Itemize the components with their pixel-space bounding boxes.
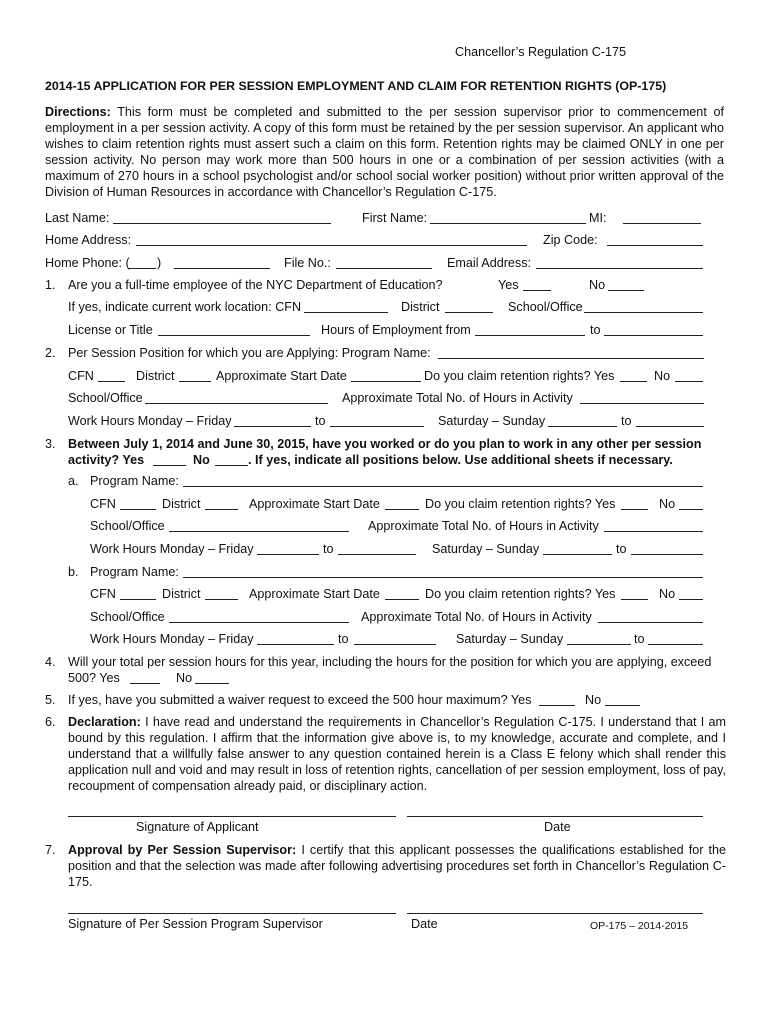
q3b-weekday-label: Work Hours Monday – Friday — [90, 632, 254, 646]
last-name-field[interactable] — [113, 210, 331, 224]
directions — [45, 104, 724, 200]
q3a-letter: a. — [68, 474, 79, 488]
q3b-claim-no-field[interactable] — [679, 586, 703, 600]
q6-number: 6. — [45, 715, 56, 729]
q3a-weekend-from-field[interactable] — [543, 541, 612, 555]
q2-text: Per Session Position for which you are Applying: Program Name: — [68, 346, 431, 360]
q3b-weekend-from-field[interactable] — [567, 631, 631, 645]
q3a-program-label: Program Name: — [90, 474, 179, 488]
q1-number: 1. — [45, 278, 56, 292]
q3b-weekday-from-field[interactable] — [257, 631, 334, 645]
q3a-weekend-to-field[interactable] — [631, 541, 703, 555]
q3a-weekday-label: Work Hours Monday – Friday — [90, 542, 254, 556]
q3b-district-field[interactable] — [205, 586, 238, 600]
q5-no-label: No — [585, 693, 602, 707]
q2-weekday-to-label: to — [315, 414, 326, 428]
q3-no-field[interactable] — [215, 452, 248, 466]
email-field[interactable] — [536, 255, 703, 269]
q3b-start-label: Approximate Start Date — [249, 587, 380, 601]
q1-to-label: to — [590, 323, 601, 337]
q2-weekday-to-field[interactable] — [330, 413, 424, 427]
q3a-claim-yes-field[interactable] — [621, 496, 648, 510]
q3-line2c: . If yes, indicate all positions below. Use additional sheets if necessary. — [248, 453, 673, 467]
q3b-weekend-label: Saturday – Sunday — [456, 632, 564, 646]
directions-label: Directions: — [45, 105, 111, 119]
first-name-label: First Name: — [362, 211, 428, 225]
directions-text: This form must be completed and submitted to the per session supervisor prior to commencement of employment in a per session activity. A copy of this form must be retained by the per session supervisor. An applicant who wishes to claim retention rights must assert such a claim on this form. Retention rights may be claimed ONLY in one per session activity. No person may work more than 500 hours in one or a combination of per session activities (with a maximum of 270 hours in a school psychologist and/or school social worker position) without prior written approval of the Division of Human Resources in accordance with Chancellor’s Regulation C-175. — [45, 105, 724, 199]
home-phone-label: Home Phone: ( — [45, 256, 130, 270]
q4-line2b: No — [176, 671, 193, 685]
q1-no-label: No — [589, 278, 606, 292]
q2-no-label: No — [654, 369, 671, 383]
form-code: OP-175 – 2014-2015 — [590, 920, 689, 932]
q1-license-label: License or Title — [68, 323, 153, 337]
q3a-school-label: School/Office — [90, 519, 165, 533]
q3b-total-label: Approximate Total No. of Hours in Activity — [361, 610, 592, 624]
file-no-label: File No.: — [284, 256, 331, 270]
home-address-field[interactable] — [136, 232, 527, 246]
q5-number: 5. — [45, 693, 56, 707]
q3a-weekday-to-label: to — [323, 542, 334, 556]
q6-declaration — [68, 714, 726, 794]
q2-start-field[interactable] — [351, 368, 421, 382]
q3a-weekend-to-label: to — [616, 542, 627, 556]
q3b-school-field[interactable] — [169, 609, 349, 623]
q2-total-field[interactable] — [580, 390, 704, 404]
home-phone-field[interactable] — [174, 255, 270, 269]
supervisor-signature-line[interactable] — [68, 913, 396, 914]
q7-label: Approval by Per Session Supervisor: — [68, 843, 297, 857]
q1-district-field[interactable] — [445, 299, 493, 313]
q3a-start-label: Approximate Start Date — [249, 497, 380, 511]
supervisor-date-line[interactable] — [407, 913, 703, 914]
file-no-field[interactable] — [336, 255, 432, 269]
q2-claim-yes-field[interactable] — [620, 368, 647, 382]
q3b-total-field[interactable] — [598, 609, 703, 623]
q4-no-field[interactable] — [195, 670, 229, 684]
first-name-field[interactable] — [430, 210, 586, 224]
supervisor-signature-label: Signature of Per Session Program Supervisor — [68, 917, 323, 931]
q3a-cfn-label: CFN — [90, 497, 116, 511]
last-name-label: Last Name: — [45, 211, 110, 225]
q3b-claim-label: Do you claim retention rights? Yes — [425, 587, 616, 601]
q3a-district-label: District — [162, 497, 201, 511]
applicant-signature-line[interactable] — [68, 816, 396, 817]
q2-start-label: Approximate Start Date — [216, 369, 347, 383]
q4-line2a: 500? Yes — [68, 671, 120, 685]
supervisor-date-label: Date — [411, 917, 438, 931]
q1-no-field[interactable] — [608, 277, 644, 291]
q3b-no-label: No — [659, 587, 676, 601]
q2-claim-no-field[interactable] — [675, 368, 703, 382]
zip-code-label: Zip Code: — [543, 233, 598, 247]
q3b-program-field[interactable] — [183, 564, 703, 578]
q1-license-field[interactable] — [158, 322, 310, 336]
q4-number: 4. — [45, 655, 56, 669]
q2-claim-label: Do you claim retention rights? Yes — [424, 369, 615, 383]
q3a-district-field[interactable] — [205, 496, 238, 510]
q5-text: If yes, have you submitted a waiver request to exceed the 500 hour maximum? Yes — [68, 693, 532, 707]
q3b-district-label: District — [162, 587, 201, 601]
q3b-weekday-to-field[interactable] — [354, 631, 436, 645]
home-phone-paren: ) — [157, 256, 162, 270]
q3b-cfn-field[interactable] — [120, 586, 156, 600]
q3a-program-field[interactable] — [183, 473, 703, 487]
q3-line2b: No — [193, 453, 210, 467]
q1-text: Are you a full-time employee of the NYC Department of Education? — [68, 278, 443, 292]
form-title: 2014-15 APPLICATION FOR PER SESSION EMPLOYMENT AND CLAIM FOR RETENTION RIGHTS (OP-175) — [45, 79, 667, 93]
applicant-date-label: Date — [544, 820, 571, 834]
q3a-total-field[interactable] — [604, 518, 703, 532]
q2-cfn-label: CFN — [68, 369, 94, 383]
q2-school-field[interactable] — [145, 390, 328, 404]
q1-hours-to-field[interactable] — [604, 322, 703, 336]
q3a-claim-no-field[interactable] — [679, 496, 703, 510]
q3-number: 3. — [45, 437, 56, 451]
q3b-letter: b. — [68, 565, 79, 579]
q2-total-label: Approximate Total No. of Hours in Activity — [342, 391, 573, 405]
q3b-weekend-to-label: to — [634, 632, 645, 646]
q1-location-label: If yes, indicate current work location: CFN — [68, 300, 302, 314]
q3a-total-label: Approximate Total No. of Hours in Activity — [368, 519, 599, 533]
q3a-start-field[interactable] — [385, 496, 419, 510]
q5-yes-field[interactable] — [539, 692, 575, 706]
q3a-weekday-from-field[interactable] — [257, 541, 319, 555]
q2-cfn-field[interactable] — [98, 368, 125, 382]
q3a-cfn-field[interactable] — [120, 496, 156, 510]
q2-weekday-label: Work Hours Monday – Friday — [68, 414, 232, 428]
mi-label: MI: — [589, 211, 607, 225]
q3b-program-label: Program Name: — [90, 565, 179, 579]
q1-cfn-field[interactable] — [304, 299, 388, 313]
q3-line2a: activity? Yes — [68, 453, 145, 467]
q2-district-label: District — [136, 369, 175, 383]
q3b-weekend-to-field[interactable] — [648, 631, 703, 645]
zip-code-field[interactable] — [607, 232, 703, 246]
q6-label: Declaration: — [68, 715, 141, 729]
q2-weekend-from-field[interactable] — [548, 413, 617, 427]
q3-line1: Between July 1, 2014 and June 30, 2015, have you worked or do you plan to work in any other per session — [68, 437, 702, 451]
q1-yes-label: Yes — [498, 278, 519, 292]
q3-yes-field[interactable] — [153, 452, 186, 466]
q2-school-label: School/Office — [68, 391, 143, 405]
regulation-header: Chancellor’s Regulation C-175 — [455, 45, 627, 59]
q2-weekend-label: Saturday – Sunday — [438, 414, 546, 428]
q2-weekday-from-field[interactable] — [234, 413, 311, 427]
email-label: Email Address: — [447, 256, 531, 270]
q1-yes-field[interactable] — [523, 277, 551, 291]
applicant-date-line[interactable] — [407, 816, 703, 817]
q1-hours-label: Hours of Employment from — [321, 323, 471, 337]
q7-text: I certify that this applicant possesses the qualifications established for the position and that the selection was made after following advertising procedures set forth in Chancellor’s Regulation C-175. — [68, 843, 727, 889]
q3a-no-label: No — [659, 497, 676, 511]
q1-hours-from-field[interactable] — [475, 322, 585, 336]
q2-district-field[interactable] — [179, 368, 211, 382]
mi-field[interactable] — [623, 210, 701, 224]
q3b-weekday-to-label: to — [338, 632, 349, 646]
q3a-weekend-label: Saturday – Sunday — [432, 542, 540, 556]
q3a-weekday-to-field[interactable] — [338, 541, 416, 555]
q5-no-field[interactable] — [605, 692, 640, 706]
q4-line1: Will your total per session hours for this year, including the hours for the position for which you are applying, exceed — [68, 655, 712, 669]
q1-district-label: District — [401, 300, 440, 314]
q1-school-label: School/Office — [508, 300, 583, 314]
q1-school-field[interactable] — [584, 299, 703, 313]
q2-program-field[interactable] — [438, 345, 704, 359]
q2-weekend-to-label: to — [621, 414, 632, 428]
applicant-signature-label: Signature of Applicant — [136, 820, 259, 834]
q6-text: I have read and understand the requirements in Chancellor’s Regulation C-175. I understand that I am bound by this regulation. I affirm that the information give above is, to my knowledge, accurate and complete, and I understand that a willfully false answer to any question contained herein is a Class E felony which shall render this application null and void and may result in loss of retention rights, cancellation of per session employment, loss of pay, recoupment of compensation already paid, or disciplinary action. — [68, 715, 727, 793]
q2-number: 2. — [45, 346, 56, 360]
home-address-label: Home Address: — [45, 233, 132, 247]
q3a-claim-label: Do you claim retention rights? Yes — [425, 497, 616, 511]
q7-approval — [68, 842, 726, 890]
q3b-school-label: School/Office — [90, 610, 165, 624]
q4-yes-field[interactable] — [130, 670, 160, 684]
q3a-school-field[interactable] — [169, 518, 349, 532]
q7-number: 7. — [45, 843, 56, 857]
area-code-field[interactable] — [128, 255, 156, 269]
q3b-start-field[interactable] — [385, 586, 419, 600]
q3b-cfn-label: CFN — [90, 587, 116, 601]
q3b-claim-yes-field[interactable] — [621, 586, 648, 600]
q2-weekend-to-field[interactable] — [636, 413, 704, 427]
